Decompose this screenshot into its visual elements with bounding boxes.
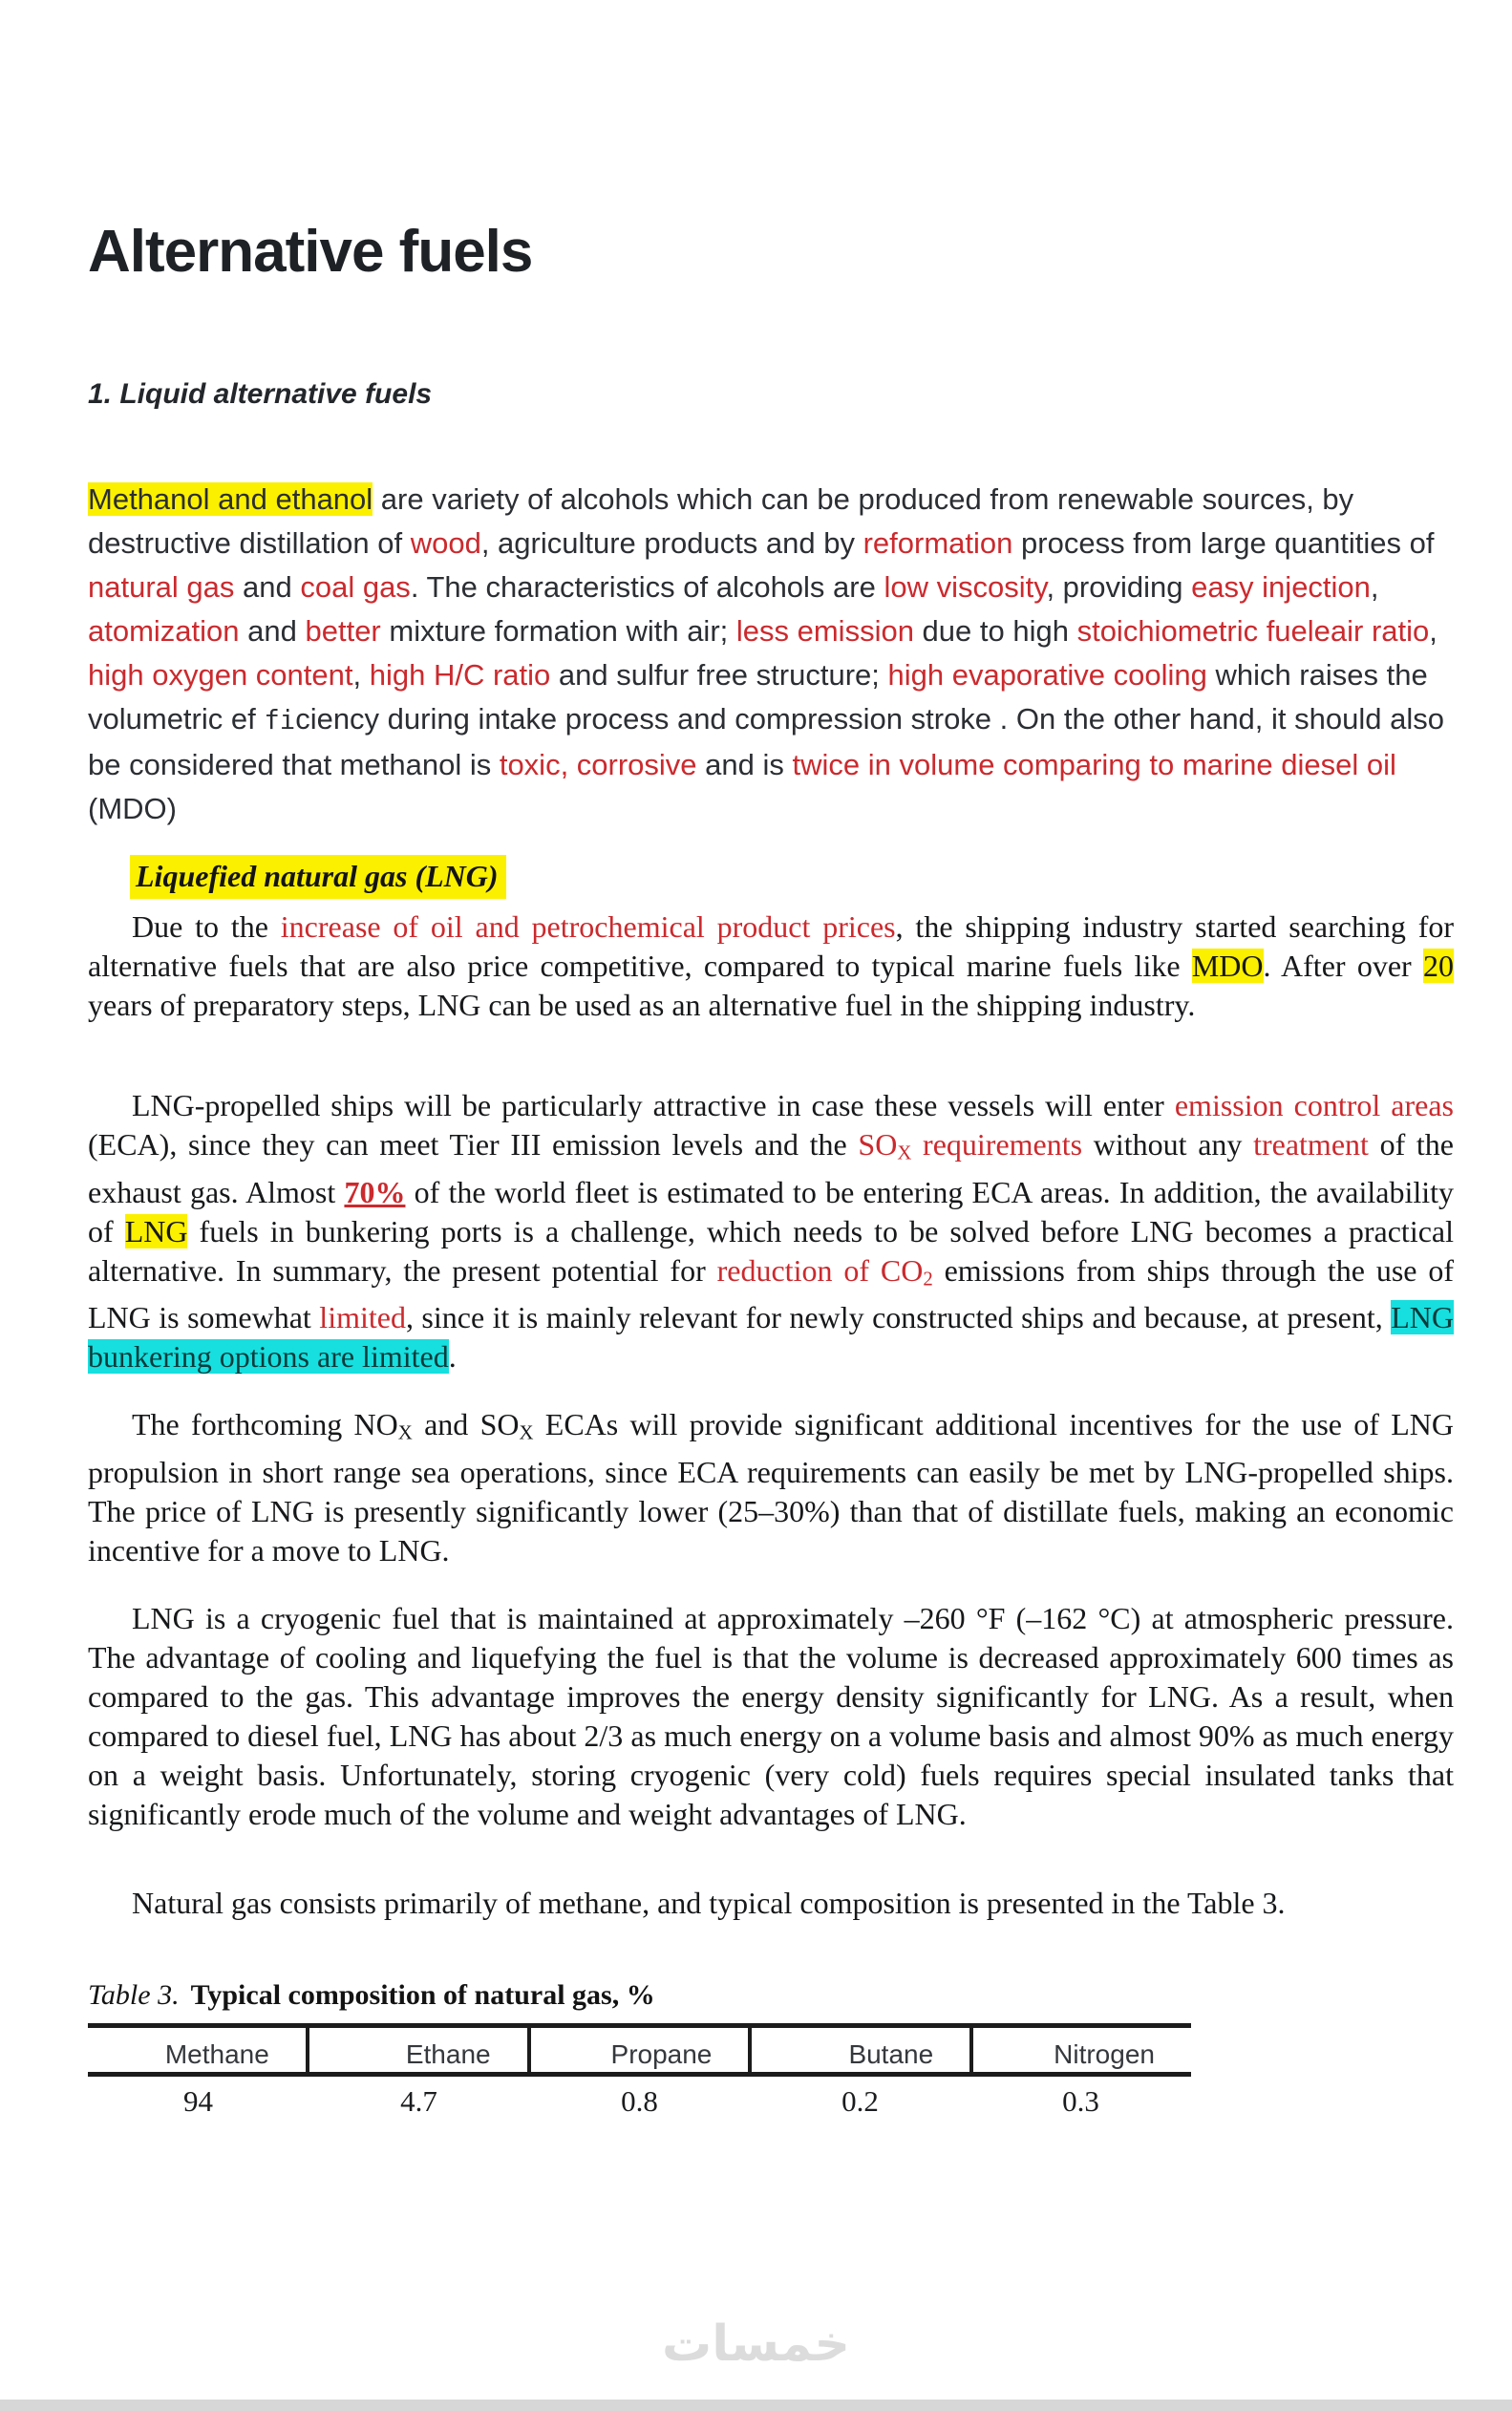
table-header-methane: Methane bbox=[164, 2039, 269, 2069]
table-value-propane: 0.8 bbox=[621, 2084, 658, 2118]
bottom-edge-strip bbox=[0, 2400, 1512, 2411]
lng-subheading-highlight: Liquefied natural gas (LNG) bbox=[130, 855, 506, 899]
table-header-propane: Propane bbox=[527, 2028, 749, 2072]
lng-subheading bbox=[130, 859, 506, 894]
table-value-butane: 0.2 bbox=[841, 2084, 879, 2118]
table-header-nitrogen: Nitrogen bbox=[969, 2028, 1191, 2072]
table-caption-label: Table 3. bbox=[88, 1979, 180, 2011]
table-caption bbox=[88, 1979, 655, 2012]
paragraph-alcohols: Methanol and ethanol are variety of alcohols which can be produced from renewable sources, by destructive distillation of wood, agriculture products and by reformation process from large quantities of natural gas and coal gas. The characteristics of alcohols are low viscosity, providing easy injection, atomization and better mixture formation with air; less emission due to high stoichiometric fueleair ratio, high oxygen content, high H/C ratio and sulfur free structure; high evaporative cooling which raises the volumetric ef ficiency during intake process and compression stroke . On the other hand, it should also be considered that methanol is toxic, corrosive and is twice in volume comparing to marine diesel oil (MDO) bbox=[88, 482, 1444, 825]
table-value-row bbox=[88, 2077, 1191, 2126]
paragraph-eca: LNG-propelled ships will be particularly attractive in case these vessels will enter emission control areas (ECA), since they can meet Tier III emission levels and the $SO_X$ requirements without any treatment of the exhaust gas. Almost 70% of the world fleet is estimated to be entering ECA areas. In addition, the availability of LNG fuels in bunkering ports is a challenge, which needs to be solved before LNG becomes a practical alternative. In summary, the present potential for reduction of $CO_2$ emissions from ships through the use of LNG is somewhat limited, since it is mainly relevant for newly constructed ships and because, at present, LNG bunkering options are limited. bbox=[88, 1088, 1455, 1375]
table-header-ethane: Ethane bbox=[306, 2028, 527, 2072]
section-heading: 1. Liquid alternative fuels bbox=[88, 378, 433, 410]
table-header-row bbox=[88, 2028, 1191, 2072]
paragraph-composition: Natural gas consists primarily of methane, and typical composition is presented in the Table 3. bbox=[132, 1886, 1286, 1920]
table-value-methane: 94 bbox=[183, 2084, 213, 2118]
page-title: Alternative fuels bbox=[88, 219, 533, 285]
table-header-butane: Butane bbox=[748, 2028, 969, 2072]
paragraph-lng-intro: Due to the increase of oil and petrochemical product prices, the shipping industry started searching for alternative fuels that are also price competitive, compared to typical marine fuels like MDO. After over 20 years of preparatory steps, LNG can be used as an alternative fuel in the shipping industry. bbox=[88, 909, 1455, 1022]
table-caption-text: Typical composition of natural gas, % bbox=[190, 1979, 655, 2011]
paragraph-forthcoming-ecas: The forthcoming $NO_X$ and $SO_X$ ECAs will provide significant additional incentives for the use of LNG propulsion in short range sea operations, since ECA requirements can easily be met by LNG-propelled ships. The price of LNG is presently significantly lower (25–30%) than that of distillate fuels, making an economic incentive for a move to LNG. bbox=[88, 1407, 1455, 1568]
natural-gas-composition-table bbox=[88, 2023, 1191, 2126]
table-value-nitrogen: 0.3 bbox=[1062, 2084, 1099, 2118]
khamsat-watermark: خمسات bbox=[661, 2315, 851, 2373]
paragraph-cryogenic: LNG is a cryogenic fuel that is maintained at approximately –260 °F (–162 °C) at atmospheric pressure. The advantage of cooling and liquefying the fuel is that the volume is decreased approximately 600 times as compared to the gas. This advantage improves the energy density significantly for LNG. As a result, when compared to diesel fuel, LNG has about 2/3 as much energy on a volume basis and almost 90% as much energy on a weight basis. Unfortunately, storing cryogenic (very cold) fuels requires special insulated tanks that significantly erode much of the volume and weight advantages of LNG. bbox=[88, 1601, 1454, 1831]
table-value-ethane: 4.7 bbox=[400, 2084, 437, 2118]
